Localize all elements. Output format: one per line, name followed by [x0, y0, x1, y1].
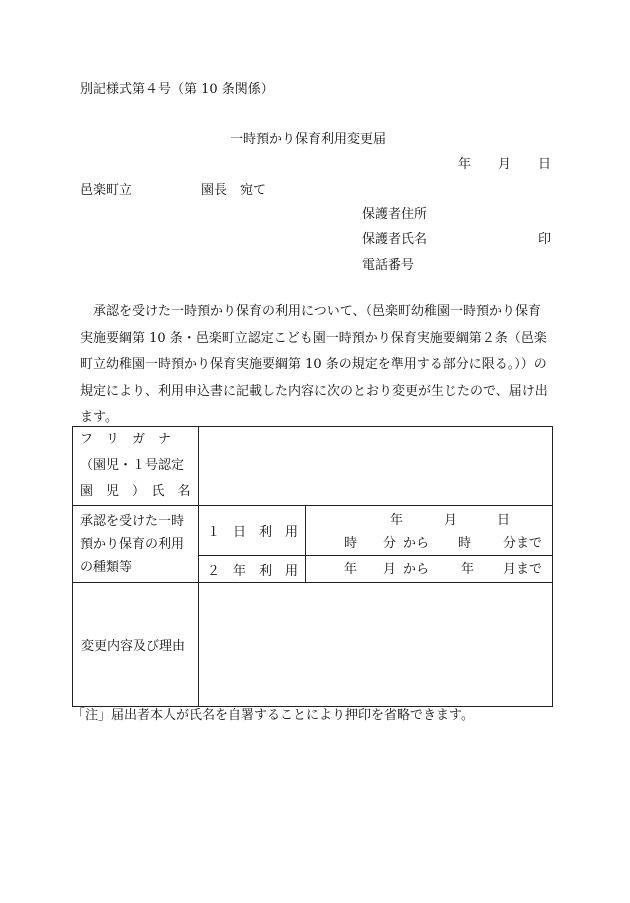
day-use-row — [73, 506, 553, 556]
guardian-name-label: 保護者氏名 — [362, 232, 428, 247]
day-use-end-hour: 時 — [458, 536, 472, 551]
form-number: 別記様式第４号（第 10 条関係） — [80, 82, 274, 97]
year-use-until: 月まで — [503, 562, 543, 577]
day-use-from: から — [403, 536, 430, 551]
seal-mark: 印 — [538, 232, 552, 247]
year-use-start-year: 年 — [344, 562, 358, 577]
usage-type-label-line1: 承認を受けた一時 — [80, 513, 185, 529]
document-title: 一時預かり保育利用変更届 — [230, 132, 387, 147]
date-year-label: 年 — [458, 157, 472, 172]
addressee-suffix: 園長 宛て — [201, 183, 267, 198]
day-use-start-minute: 分 — [383, 536, 397, 551]
child-name-label-cell — [73, 427, 199, 506]
day-use-month: 月 — [444, 513, 458, 528]
day-use-day: 日 — [497, 513, 511, 528]
phone-number-label: 電話番号 — [362, 258, 415, 273]
footnote: 「注」届出者本人が氏名を自署することにより押印を省略できます。 — [72, 708, 474, 723]
change-reason-field[interactable] — [199, 583, 553, 707]
date-month-label: 月 — [498, 157, 512, 172]
furigana-label: フ リ ガ ナ — [80, 432, 172, 447]
year-use-period-field[interactable] — [306, 556, 553, 583]
addressee-prefix: 邑楽町立 — [80, 183, 133, 198]
usage-type-label-cell — [73, 506, 199, 583]
year-use-label: ２ 年 利 用 — [199, 556, 306, 583]
guardian-address-label: 保護者住所 — [362, 207, 428, 222]
day-use-year: 年 — [390, 513, 404, 528]
year-use-end-year: 年 — [461, 562, 475, 577]
child-name-label: 園 児 ） 氏 名 — [80, 484, 191, 499]
child-category-label: （園児・１号認定 — [80, 458, 185, 473]
year-use-start-month: 月 — [383, 562, 397, 577]
application-table — [72, 426, 553, 707]
body-paragraph: 承認を受けた一時預かり保育の利用について、（邑楽町幼稚園一時預かり保育実施要綱第 10 条・邑楽町立認定こども園一時預かり保育実施要綱第２条（邑楽町立幼稚園一時預かり保育実施要綱第 10 条の規定を準用する部分に限る。））の規定により、利用申込書に記載した内容に次のとおり変更が生じたので、届け出ます。 — [80, 304, 548, 425]
year-use-from: から — [403, 562, 430, 577]
change-reason-row — [73, 583, 553, 707]
child-name-field[interactable] — [199, 427, 553, 506]
usage-type-label-line3: の種類等 — [80, 559, 133, 575]
usage-type-label-line2: 預かり保育の利用 — [80, 536, 185, 552]
day-use-start-hour: 時 — [344, 536, 358, 551]
day-use-label: １ 日 利 用 — [199, 506, 306, 556]
day-use-datetime-field[interactable] — [306, 506, 553, 556]
day-use-until: 分まで — [503, 536, 543, 551]
change-reason-label: 変更内容及び理由 — [73, 583, 199, 707]
date-day-label: 日 — [538, 157, 552, 172]
child-name-row — [73, 427, 553, 506]
